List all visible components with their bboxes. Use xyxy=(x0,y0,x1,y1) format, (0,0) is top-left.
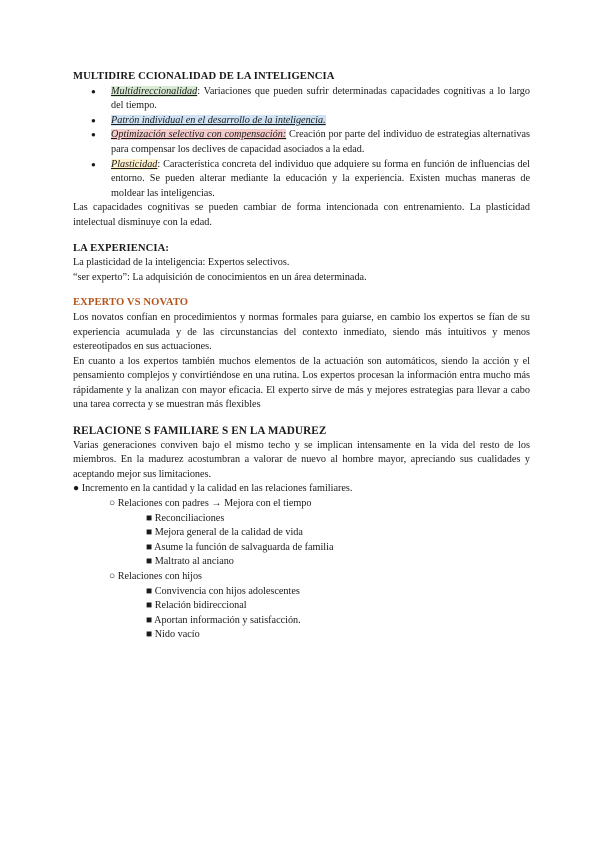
bullet-list xyxy=(73,85,530,202)
section-title-experto-vs-novato: EXPERTO VS NOVATO xyxy=(73,297,189,309)
list-item: ■ Reconciliaciones xyxy=(146,512,225,524)
list-item: ● Incremento en la cantidad y la calidad en las relaciones familiares. xyxy=(73,483,353,495)
list-item: ■ Asume la función de salvaguarda de familia xyxy=(146,541,334,553)
list-item: ■ Nido vacío xyxy=(146,629,200,641)
list-item xyxy=(111,158,530,202)
text-line: La plasticidad de la inteligencia: Expertos selectivos. xyxy=(73,257,290,269)
paragraph: Varias generaciones conviven bajo el mismo techo y se implican intensamente en la vida del resto de los miembros. En la madurez acostumbran a valorar de nuevo al hombre mayor, apreciando sus cualidades y aceptando mejor sus limitaciones. xyxy=(73,439,530,480)
list-item xyxy=(111,128,530,157)
list-item: ■ Convivencia con hijos adolescentes xyxy=(146,585,300,597)
item-text: : Característica concreta del individuo que adquiere su forma en función de influencias del entorno. Se pueden alterar mediante la educación y la experiencia. Existen muchas maneras de moldear las inteligencias. xyxy=(111,158,530,199)
list-item: ■ Maltrato al anciano xyxy=(146,556,234,568)
list-item xyxy=(111,85,530,114)
list-item-hijos: ○ Relaciones con hijos xyxy=(109,571,203,582)
list-item: ■ Mejora general de la calidad de vida xyxy=(146,527,303,539)
item-text: Creación por parte del individuo de estrategias alternativas para compensar los declives de capacidad asociados a la edad. xyxy=(111,129,530,155)
list-item: ■ Relación bidireccional xyxy=(146,600,247,612)
item-text: : Variaciones que pueden sufrir determinadas capacidades cognitivas a lo largo del tiempo. xyxy=(111,85,530,112)
term-patron-individual: Patrón individual en el desarrollo de la inteligencia. xyxy=(111,114,326,126)
term-multidireccionalidad: Multidireccionalidad xyxy=(111,85,198,97)
section-title-experiencia: LA EXPERIENCIA: xyxy=(73,242,169,254)
term-plasticidad: Plasticidad xyxy=(111,158,158,170)
text-line: “ser experto”: La adquisición de conocimientos en un área determinada. xyxy=(73,271,367,283)
list-item xyxy=(111,114,530,129)
list-item: ■ Aportan información y satisfacción. xyxy=(146,614,301,626)
section-title-relaciones-familiares: RELACIONE S FAMILIARE S EN LA MADUREZ xyxy=(73,425,327,438)
paragraph: Las capacidades cognitivas se pueden cambiar de forma intencionada con entrenamiento. La plasticidad intelectual disminuye con la edad. xyxy=(73,202,530,228)
paragraph: En cuanto a los expertos también muchos elementos de la actuación son automáticos, siendo la acción y el pensamiento complejos y convirtiéndose en una rutina. Los expertos procesan la información entra mucho más rápidamente y la analizan con mayor eficacia. El experto sirve de más y mejores estrategias para llevar a cabo una tarea correcta y se muestran más flexibles xyxy=(73,355,530,411)
list-item-padres: ○ Relaciones con padres → Mejora con el tiempo xyxy=(109,498,312,510)
paragraph: Los novatos confían en procedimientos y normas formales para guiarse, en cambio los expertos se fían de su experiencia acumulada y de las circunstancias del contexto inmediato, siendo más intuitivos y menos estereotipados en sus actuaciones. xyxy=(73,311,530,353)
section-title-multidireccionalidad: MULTIDIRE CCIONALIDAD DE LA INTELIGENCIA xyxy=(73,71,335,82)
term-optimizacion: Optimización selectiva con compensación: xyxy=(111,129,287,141)
document-content xyxy=(73,70,530,643)
